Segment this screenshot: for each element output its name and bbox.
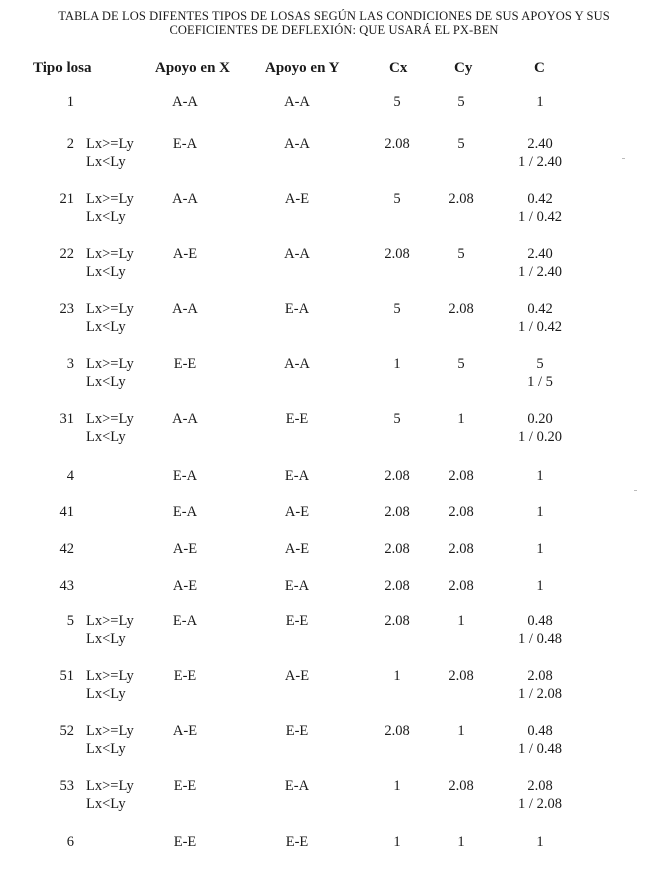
condition-line-2: Lx<Ly bbox=[86, 631, 126, 647]
cell-apoyo-x: A-A bbox=[172, 411, 198, 427]
cell-apoyo-x: A-E bbox=[172, 723, 198, 739]
cell-apoyo-y: E-E bbox=[285, 613, 309, 629]
header-apoyo-x: Apoyo en X bbox=[155, 60, 231, 76]
cell-condition bbox=[86, 613, 134, 647]
cell-c: 1 bbox=[536, 94, 544, 110]
cell-apoyo-x: A-E bbox=[172, 578, 198, 594]
cell-cx: 2.08 bbox=[384, 136, 410, 152]
cell-c-inverse: 1 / 2.40 bbox=[518, 264, 562, 280]
cell-cy: 1 bbox=[457, 411, 465, 427]
cell-c: 2.08 bbox=[527, 668, 553, 684]
cell-cx: 2.08 bbox=[384, 613, 410, 629]
cell-apoyo-x: A-E bbox=[172, 246, 198, 262]
cell-tipo: 3 bbox=[66, 356, 74, 372]
cell-apoyo-y: A-A bbox=[284, 94, 310, 110]
cell-condition bbox=[86, 246, 134, 280]
cell-cx: 2.08 bbox=[384, 504, 410, 520]
cell-c-inverse: 1 / 0.48 bbox=[518, 631, 562, 647]
cell-cx: 1 bbox=[393, 668, 401, 684]
cell-cx: 2.08 bbox=[384, 723, 410, 739]
cell-tipo: 6 bbox=[66, 834, 74, 850]
cell-c: 0.42 bbox=[527, 301, 553, 317]
cell-tipo: 23 bbox=[59, 301, 74, 317]
cell-cy: 5 bbox=[457, 356, 465, 372]
cell-condition bbox=[86, 191, 134, 225]
cell-tipo: 42 bbox=[59, 541, 74, 557]
condition-line-2: Lx<Ly bbox=[86, 429, 126, 445]
cell-tipo: 21 bbox=[59, 191, 74, 207]
condition-line-1: Lx>=Ly bbox=[86, 191, 134, 207]
scan-speck bbox=[634, 490, 637, 491]
cell-apoyo-x: E-A bbox=[172, 468, 198, 484]
cell-c: 2.40 bbox=[527, 136, 553, 152]
cell-tipo: 2 bbox=[66, 136, 74, 152]
cell-apoyo-y: E-A bbox=[284, 468, 310, 484]
cell-cy: 1 bbox=[457, 613, 465, 629]
cell-cx: 1 bbox=[393, 356, 401, 372]
cell-c-inverse: 1 / 2.08 bbox=[518, 686, 562, 702]
cell-tipo: 43 bbox=[59, 578, 74, 594]
cell-cy: 2.08 bbox=[448, 668, 474, 684]
cell-apoyo-y: E-E bbox=[285, 723, 309, 739]
cell-cx: 5 bbox=[393, 301, 401, 317]
cell-condition bbox=[86, 668, 134, 702]
cell-apoyo-y: A-E bbox=[284, 541, 310, 557]
cell-cx: 5 bbox=[393, 94, 401, 110]
cell-c-inverse: 1 / 2.40 bbox=[518, 154, 562, 170]
cell-apoyo-y: E-E bbox=[285, 411, 309, 427]
cell-condition bbox=[86, 136, 134, 170]
cell-cx: 1 bbox=[393, 778, 401, 794]
cell-apoyo-x: E-E bbox=[173, 778, 197, 794]
cell-apoyo-x: E-E bbox=[173, 356, 197, 372]
cell-tipo: 22 bbox=[59, 246, 74, 262]
cell-c: 1 bbox=[536, 541, 544, 557]
cell-tipo: 51 bbox=[59, 668, 74, 684]
cell-condition bbox=[86, 356, 134, 390]
cell-cy: 5 bbox=[457, 246, 465, 262]
condition-line-1: Lx>=Ly bbox=[86, 301, 134, 317]
title-line-1: TABLA DE LOS DIFENTES TIPOS DE LOSAS SEGÚN LAS CONDICIONES DE SUS APOYOS Y SUS bbox=[58, 9, 610, 23]
scan-speck bbox=[622, 158, 625, 159]
cell-c: 0.48 bbox=[527, 613, 553, 629]
cell-apoyo-x: A-A bbox=[172, 301, 198, 317]
cell-cx: 2.08 bbox=[384, 541, 410, 557]
cell-cx: 5 bbox=[393, 191, 401, 207]
header-cy: Cy bbox=[454, 60, 473, 76]
cell-cx: 2.08 bbox=[384, 578, 410, 594]
cell-apoyo-y: A-A bbox=[284, 136, 310, 152]
cell-apoyo-x: E-E bbox=[173, 668, 197, 684]
cell-c: 2.40 bbox=[527, 246, 553, 262]
cell-c-inverse: 1 / 5 bbox=[527, 374, 553, 390]
cell-apoyo-y: A-E bbox=[284, 668, 310, 684]
cell-apoyo-x: E-A bbox=[172, 504, 198, 520]
condition-line-2: Lx<Ly bbox=[86, 209, 126, 225]
condition-line-2: Lx<Ly bbox=[86, 154, 126, 170]
condition-line-2: Lx<Ly bbox=[86, 741, 126, 757]
condition-line-2: Lx<Ly bbox=[86, 686, 126, 702]
cell-cy: 2.08 bbox=[448, 778, 474, 794]
cell-apoyo-x: E-A bbox=[172, 136, 198, 152]
cell-tipo: 53 bbox=[59, 778, 74, 794]
condition-line-1: Lx>=Ly bbox=[86, 136, 134, 152]
cell-c: 2.08 bbox=[527, 778, 553, 794]
header-c: C bbox=[534, 60, 545, 76]
cell-c: 0.20 bbox=[527, 411, 553, 427]
cell-apoyo-y: E-A bbox=[284, 778, 310, 794]
cell-c: 1 bbox=[536, 504, 544, 520]
cell-c: 1 bbox=[536, 578, 544, 594]
cell-cy: 5 bbox=[457, 94, 465, 110]
cell-cx: 5 bbox=[393, 411, 401, 427]
condition-line-1: Lx>=Ly bbox=[86, 356, 134, 372]
condition-line-1: Lx>=Ly bbox=[86, 723, 134, 739]
cell-apoyo-y: A-A bbox=[284, 356, 310, 372]
title-line-2: COEFICIENTES DE DEFLEXIÓN: QUE USARÁ EL PX-BEN bbox=[169, 23, 499, 37]
condition-line-2: Lx<Ly bbox=[86, 264, 126, 280]
cell-cy: 2.08 bbox=[448, 301, 474, 317]
cell-c-inverse: 1 / 0.48 bbox=[518, 741, 562, 757]
document-title bbox=[0, 9, 668, 37]
cell-condition bbox=[86, 723, 134, 757]
cell-tipo: 31 bbox=[59, 411, 74, 427]
cell-tipo: 41 bbox=[59, 504, 74, 520]
condition-line-1: Lx>=Ly bbox=[86, 246, 134, 262]
cell-cy: 2.08 bbox=[448, 541, 474, 557]
cell-c: 1 bbox=[536, 468, 544, 484]
cell-cy: 1 bbox=[457, 834, 465, 850]
condition-line-2: Lx<Ly bbox=[86, 374, 126, 390]
cell-c: 0.42 bbox=[527, 191, 553, 207]
cell-cy: 2.08 bbox=[448, 191, 474, 207]
cell-cx: 1 bbox=[393, 834, 401, 850]
cell-apoyo-x: A-A bbox=[172, 94, 198, 110]
condition-line-2: Lx<Ly bbox=[86, 319, 126, 335]
cell-apoyo-y: E-A bbox=[284, 301, 310, 317]
cell-tipo: 1 bbox=[66, 94, 74, 110]
header-cx: Cx bbox=[389, 60, 408, 76]
condition-line-1: Lx>=Ly bbox=[86, 411, 134, 427]
cell-apoyo-y: A-E bbox=[284, 504, 310, 520]
condition-line-1: Lx>=Ly bbox=[86, 668, 134, 684]
condition-line-2: Lx<Ly bbox=[86, 796, 126, 812]
cell-apoyo-y: A-A bbox=[284, 246, 310, 262]
cell-c-inverse: 1 / 0.42 bbox=[518, 319, 562, 335]
cell-cy: 2.08 bbox=[448, 468, 474, 484]
cell-cx: 2.08 bbox=[384, 468, 410, 484]
header-apoyo-y: Apoyo en Y bbox=[265, 60, 340, 76]
cell-c: 1 bbox=[536, 834, 544, 850]
cell-tipo: 4 bbox=[66, 468, 74, 484]
cell-c-inverse: 1 / 2.08 bbox=[518, 796, 562, 812]
cell-c-inverse: 1 / 0.42 bbox=[518, 209, 562, 225]
header-tipo-losa: Tipo losa bbox=[33, 60, 92, 76]
cell-apoyo-x: E-A bbox=[172, 613, 198, 629]
cell-apoyo-x: A-E bbox=[172, 541, 198, 557]
cell-apoyo-x: E-E bbox=[173, 834, 197, 850]
cell-apoyo-y: E-A bbox=[284, 578, 310, 594]
cell-cy: 1 bbox=[457, 723, 465, 739]
cell-apoyo-y: A-E bbox=[284, 191, 310, 207]
cell-c: 0.48 bbox=[527, 723, 553, 739]
cell-apoyo-y: E-E bbox=[285, 834, 309, 850]
cell-condition bbox=[86, 411, 134, 445]
cell-apoyo-x: A-A bbox=[172, 191, 198, 207]
cell-tipo: 52 bbox=[59, 723, 74, 739]
condition-line-1: Lx>=Ly bbox=[86, 613, 134, 629]
cell-cy: 2.08 bbox=[448, 504, 474, 520]
cell-condition bbox=[86, 301, 134, 335]
cell-tipo: 5 bbox=[66, 613, 74, 629]
cell-c: 5 bbox=[536, 356, 544, 372]
cell-condition bbox=[86, 778, 134, 812]
cell-cx: 2.08 bbox=[384, 246, 410, 262]
cell-cy: 5 bbox=[457, 136, 465, 152]
cell-c-inverse: 1 / 0.20 bbox=[518, 429, 562, 445]
condition-line-1: Lx>=Ly bbox=[86, 778, 134, 794]
cell-cy: 2.08 bbox=[448, 578, 474, 594]
